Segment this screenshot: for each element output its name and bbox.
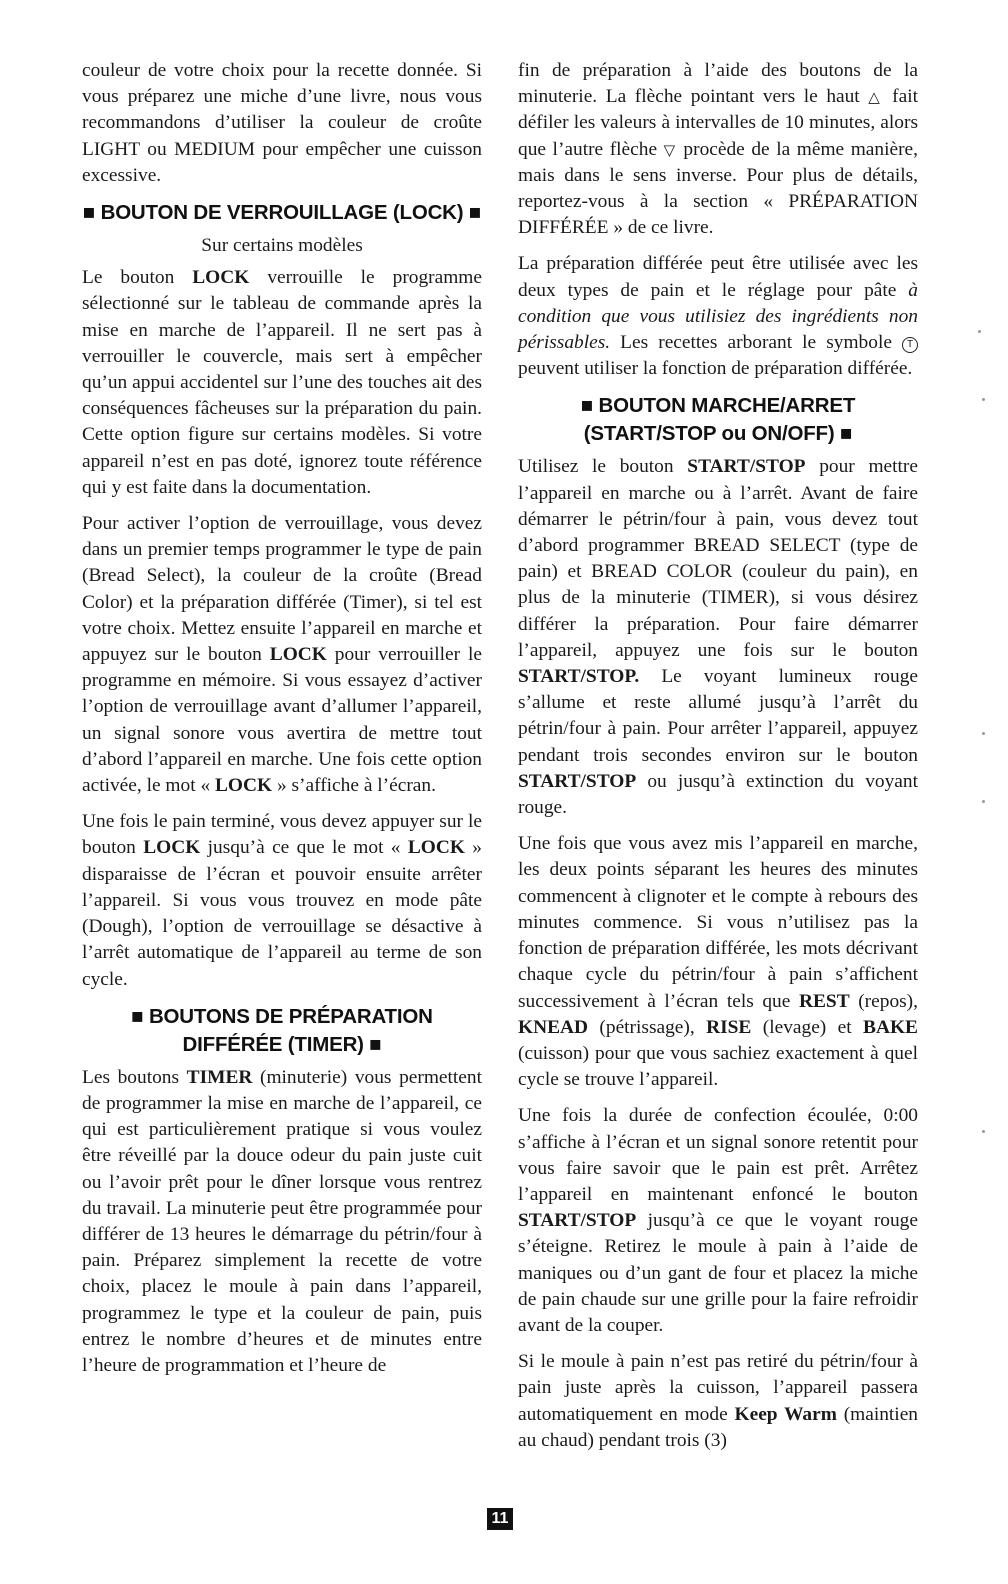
page-number: 11 bbox=[487, 1508, 513, 1530]
paragraph-timer-1: Les boutons TIMER (minuterie) vous permettent de programmer la mise en marche de l’appareil, ce qui est particulièrement pratique si vous voulez être réveillé par la douce odeur du pain juste cuit ou l’avoir prêt pour le dîner lorsque vous rentrez du travail. La minuterie peut être programmée pour différer de 13 heures le démarrage du pétrin/four à pain. Préparez simplement la recette de votre choix, placez le moule à pain dans l’appareil, programmez le type et la couleur de pain, puis entrez le nombre d’heures et de minutes entre l’heure de programmation et l’heure de bbox=[82, 1066, 482, 1376]
scan-speck bbox=[982, 732, 985, 735]
lock-subtitle: Sur certains modèles bbox=[201, 235, 363, 257]
down-arrow-icon: ▽ bbox=[663, 140, 677, 159]
heading-timer: ■ BOUTONS DE PRÉPARATION DIFFÉRÉE (TIMER) ■ bbox=[131, 1004, 433, 1056]
left-column bbox=[82, 58, 482, 1389]
timer-symbol-icon: T bbox=[902, 337, 918, 353]
paragraph-start-2: Une fois que vous avez mis l’appareil en marche, les deux points séparant les heures des minutes commencent à clignoter et le compte à rebours des minutes commence. Si vous n’utilisez pas la fonction de préparation différée, les mots décrivant chaque cycle du pétrin/four à pain s’affichent successivement à l’écran tels que REST (repos), KNEAD (pétrissage), RISE (levage) et BAKE (cuisson) pour que vous sachiez exactement à quel cycle se trouve l’appareil. bbox=[518, 833, 918, 1091]
scan-speck bbox=[982, 398, 985, 401]
paragraph-lock-3: Une fois le pain terminé, vous devez appuyer sur le bouton LOCK jusqu’à ce que le mot « LOCK » disparaisse de l’écran et pouvoir ensuite arrêter l’appareil. Si vous vous trouvez en mode pâte (Dough), l’option de verrouillage se désactive à l’arrêt automatique de l’appareil au terme de son cycle. bbox=[82, 811, 482, 990]
heading-lock: ■ BOUTON DE VERROUILLAGE (LOCK) ■ bbox=[82, 201, 482, 225]
paragraph-start-1: Utilisez le bouton START/STOP pour mettre l’appareil en marche ou à l’arrêt. Avant de faire démarrer le pétrin/four à pain, vous devez tout d’abord programmer BREAD SELECT (type de pain) et BREAD COLOR (couleur du pain), en plus de la minuterie (TIMER), si vous désirez différer la préparation. Pour faire démarrer l’appareil, appuyez une fois sur le bouton START/STOP. Le voyant lumineux rouge s’allume et reste allumé jusqu’à l’arrêt du pétrin/four à pain. Pour arrêter l’appareil, appuyez pendant trois secondes environ sur le bouton START/STOP ou jusqu’à extinction du voyant rouge. bbox=[518, 456, 918, 819]
scan-speck bbox=[982, 1130, 985, 1133]
paragraph-start-4: Si le moule à pain n’est pas retiré du pétrin/four à pain juste après la cuisson, l’appareil passera automatiquement en mode Keep Warm (maintien au chaud) pendant trois (3) bbox=[518, 1351, 919, 1451]
up-arrow-icon: △ bbox=[868, 88, 884, 107]
heading-start-stop: ■ BOUTON MARCHE/ARRET (START/STOP ou ON/OFF) ■ bbox=[580, 394, 856, 446]
scan-speck bbox=[978, 330, 981, 333]
paragraph-timer-continued: fin de préparation à l’aide des boutons de la minuterie. La flèche pointant vers le haut △ fait défiler les valeurs à intervalles de 10 minutes, alors que l’autre flèche ▽ procède de la même manière, mais dans le sens inverse. Pour plus de détails, reportez-vous à la section « PRÉPARATION DIFFÉRÉE » de ce livre. bbox=[518, 60, 919, 239]
scan-speck bbox=[982, 800, 985, 803]
paragraph-timer-2: La préparation différée peut être utilisée avec les deux types de pain et le réglage pour pâte à condition que vous utilisiez des ingrédients non périssables. Les recettes arborant le symbole T peuvent utiliser la fonction de préparation différée. bbox=[518, 253, 918, 380]
paragraph-lock-1: Le bouton LOCK verrouille le programme sélectionné sur le tableau de commande après la mise en marche de l’appareil. Il ne sert pas à verrouiller le couvercle, mais sert à empêcher qu’un appui accidentel sur l’une des touches ait des conséquences fâcheuses sur la préparation du pain. Cette option figure sur certains modèles. Si votre appareil n’est en pas doté, ignorez toute référence qui y est faite dans la documentation. bbox=[82, 267, 482, 498]
paragraph-intro: couleur de votre choix pour la recette donnée. Si vous préparez une miche d’une livre, nous vous recommandons d’utiliser la couleur de croûte LIGHT ou MEDIUM pour empêcher une cuisson excessive. bbox=[82, 60, 482, 186]
paragraph-lock-2: Pour activer l’option de verrouillage, vous devez dans un premier temps programmer le type de pain (Bread Select), la couleur de la croûte (Bread Color) et la préparation différée (Timer), si tel est votre choix. Mettez ensuite l’appareil en marche et appuyez sur le bouton LOCK pour verrouiller le programme en mémoire. Si vous essayez d’activer l’option de verrouillage avant d’allumer l’appareil, un signal sonore vous avertira de mettre tout d’abord l’appareil en marche. Une fois cette option activée, le mot « LOCK » s’affiche à l’écran. bbox=[82, 513, 482, 797]
right-column bbox=[518, 58, 918, 1464]
paragraph-start-3: Une fois la durée de confection écoulée, 0:00 s’affiche à l’écran et un signal sonore retentit pour vous faire savoir que le pain est prêt. Arrêtez l’appareil en maintenant enfoncé le bouton START/STOP jusqu’à ce que le voyant rouge s’éteigne. Retirez le moule à pain à l’aide de maniques ou d’un gant de four et placez la miche de pain chaude sur une grille pour la faire refroidir avant de la couper. bbox=[518, 1105, 918, 1336]
